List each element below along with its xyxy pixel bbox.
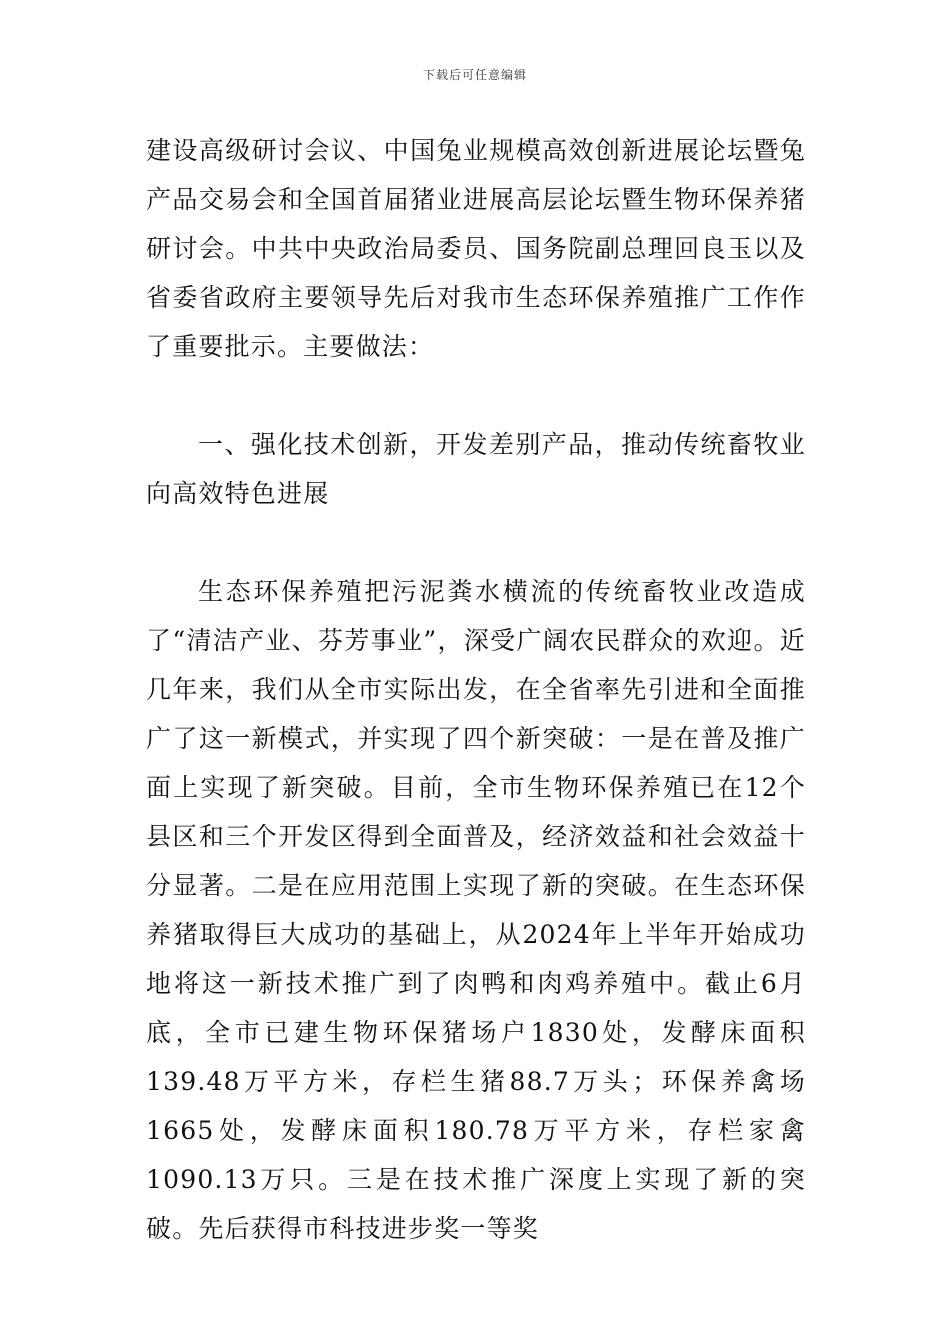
section-heading: 一、强化技术创新，开发差别产品，推动传统畜牧业向高效特色进展 (146, 430, 806, 508)
paragraph-gap (146, 371, 806, 420)
paragraph-body: 生态环保养殖把污泥粪水横流的传统畜牧业改造成了“清洁产业、芬芳事业”，深受广阔农民群众的欢迎。近几年来，我们从全市实际出发，在全省率先引进和全面推广了这一新模式，并实现了四个新突破：一是在普及推广面上实现了新突破。目前，全市生物环保养殖已在12个县区和三个开发区得到全面普及，经济效益和社会效益十分显著。二是在应用范围上实现了新的突破。在生态环保养猪取得巨大成功的基础上，从2024年上半年开始成功地将这一新技术推广到了肉鸭和肉鸡养殖中。截止6月底，全市已建生物环保猪场户1830处，发酵床面积139.48万平方米，存栏生猪88.7万头；环保养禽场1665处，发酵床面积180.78万平方米，存栏家禽1090.13万只。三是在技术推广深度上实现了新的突破。先后获得市科技进步奖一等奖 (146, 577, 806, 1243)
document-body (146, 126, 806, 1253)
page-header-note: 下载后可任意编辑 (422, 68, 527, 82)
paragraph-gap (146, 518, 806, 567)
paragraph-continuation: 建设高级研讨会议、中国兔业规模高效创新进展论坛暨兔产品交易会和全国首届猪业进展高层论坛暨生物环保养猪研讨会。中共中央政治局委员、国务院副总理回良玉以及省委省政府主要领导先后对我市生态环保养殖推广工作作了重要批示。主要做法： (146, 136, 806, 361)
